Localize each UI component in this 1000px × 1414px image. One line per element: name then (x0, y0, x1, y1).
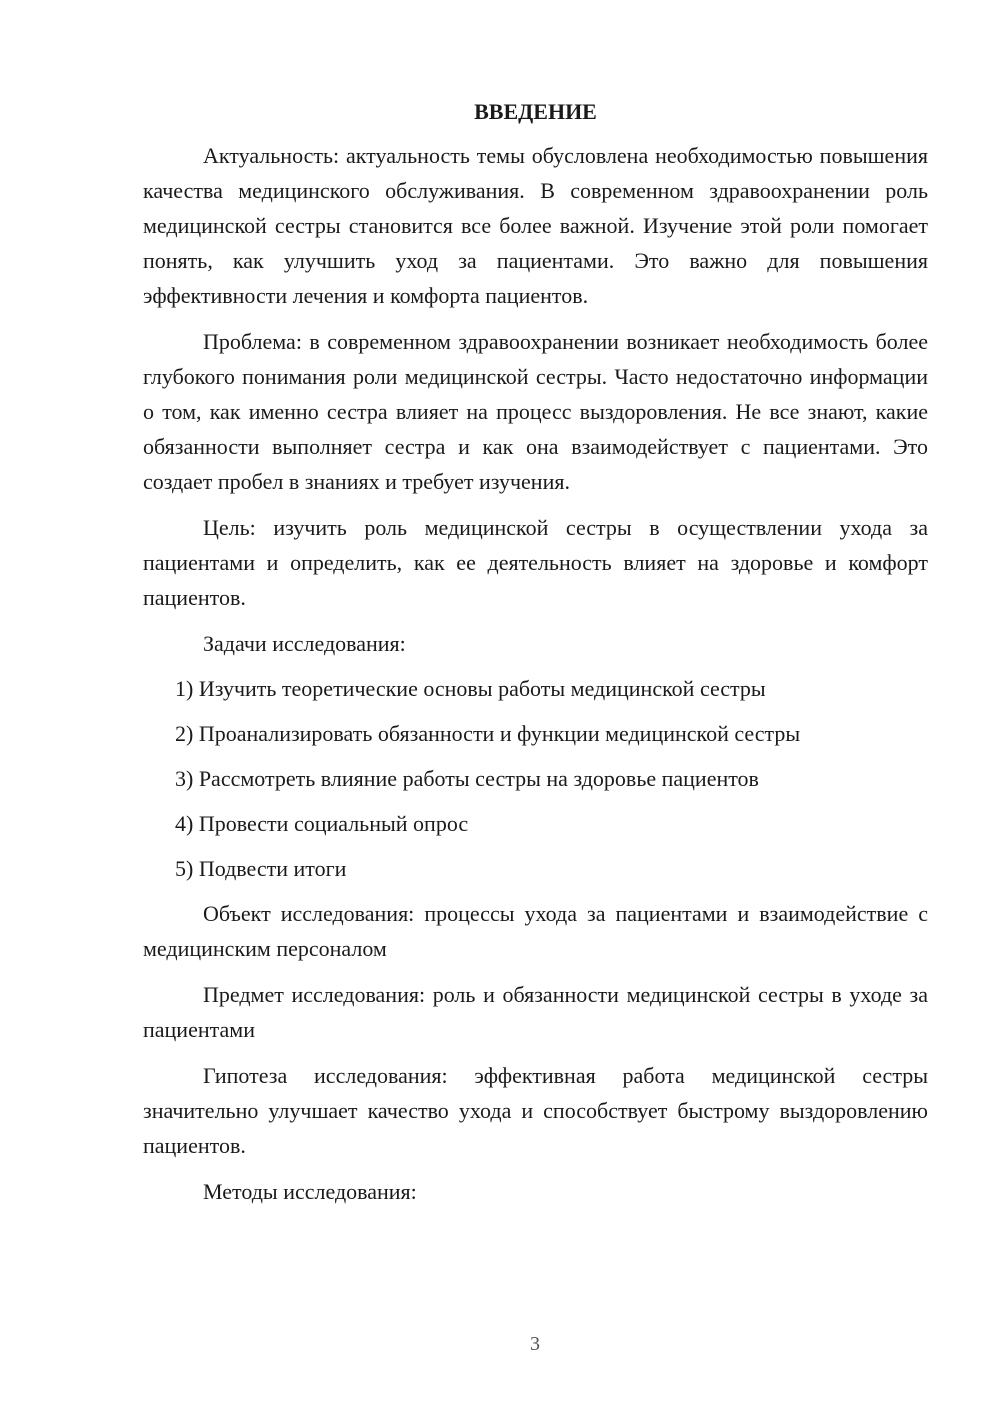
page-title: ВВЕДЕНИЕ (474, 99, 597, 124)
tasks-list (143, 671, 928, 886)
goal-paragraph: Цель: изучить роль медицинской сестры в осуществлении ухода за пациентами и определить, как ее деятельность влияет на здоровье и комфорт пациентов. (143, 515, 928, 610)
hypothesis-paragraph: Гипотеза исследования: эффективная работа медицинской сестры значительно улучшает качество ухода и способствует быстрому выздоровлению пациентов. (143, 1063, 928, 1158)
subject-paragraph: Предмет исследования: роль и обязанности медицинской сестры в уходе за пациентами (143, 982, 928, 1042)
problem-paragraph: Проблема: в современном здравоохранении возникает необходимость более глубокого понимания роли медицинской сестры. Часто недостаточно информации о том, как именно сестра влияет на процесс выздоровления. Не все знают, какие обязанности выполняет сестра и как она взаимодействует с пациентами. Это создает пробел в знаниях и требует изучения. (143, 329, 928, 494)
page-number: 3 (530, 1333, 540, 1355)
object-paragraph: Объект исследования: процессы ухода за пациентами и взаимодействие с медицинским персоналом (143, 901, 928, 961)
methods-heading: Методы исследования: (203, 1179, 417, 1204)
list-item: 2) Проанализировать обязанности и функции медицинской сестры (175, 721, 801, 746)
page-content (143, 94, 928, 1219)
list-item: 3) Рассмотреть влияние работы сестры на здоровье пациентов (175, 766, 759, 791)
tasks-heading: Задачи исследования: (203, 631, 406, 656)
list-item: 4) Провести социальный опрос (175, 811, 469, 836)
list-item: 5) Подвести итоги (175, 856, 347, 881)
relevance-paragraph: Актуальность: актуальность темы обусловлена необходимостью повышения качества медицинского обслуживания. В современном здравоохранении роль медицинской сестры становится все более важной. Изучение этой роли помогает понять, как улучшить уход за пациентами. Это важно для повышения эффективности лечения и комфорта пациентов. (143, 143, 928, 308)
list-item: 1) Изучить теоретические основы работы медицинской сестры (175, 676, 766, 701)
